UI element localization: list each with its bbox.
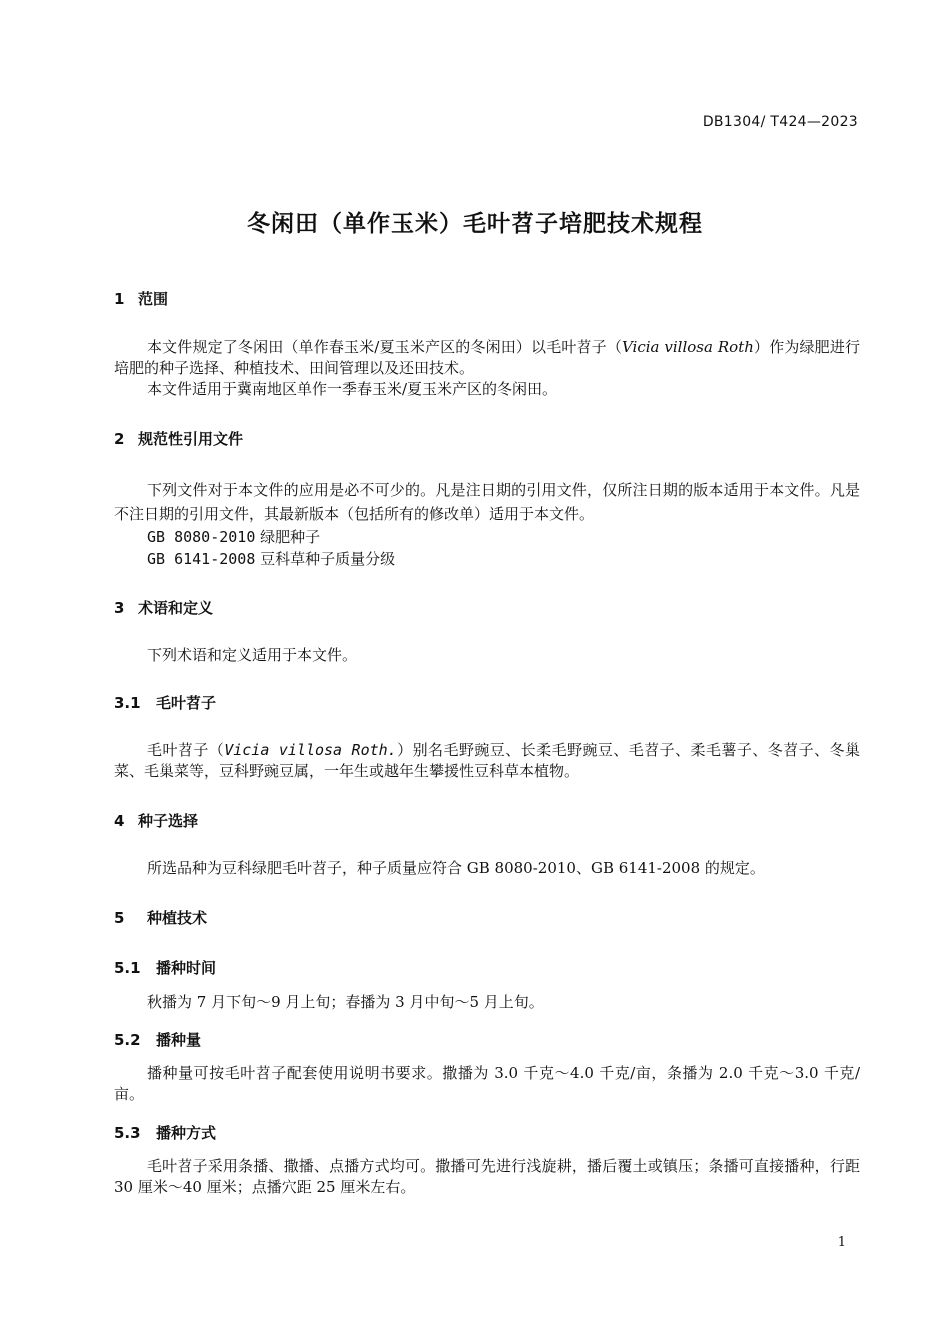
subsection-title: 播种方式 — [156, 1124, 217, 1142]
text-run: 本文件规定了冬闲田（单作春玉米/夏玉米产区的冬闲田）以毛叶苕子（ — [147, 338, 622, 356]
section-title: 种子选择 — [138, 812, 199, 830]
subsection-heading-5-3 — [114, 1122, 216, 1143]
page-title: 冬闲田（单作玉米）毛叶苕子培肥技术规程 — [247, 211, 703, 237]
subsection-title: 毛叶苕子 — [156, 694, 217, 712]
sowing-method-paragraph: 毛叶苕子采用条播、撒播、点播方式均可。撒播可先进行浅旋耕，播后覆土或镇压；条播可直接播种，行距 30 厘米～40 厘米；点播穴距 25 厘米左右。 — [114, 1157, 860, 1196]
reference-item — [147, 526, 320, 547]
subsection-number: 5.3 — [114, 1124, 141, 1142]
section-title: 规范性引用文件 — [138, 430, 244, 448]
section-number: 5 — [114, 909, 125, 927]
text-run: ）别名毛野豌豆、长柔毛野豌豆、毛苕子、柔毛薯子、冬苕子、冬巢菜、毛巢菜等，豆科野豌豆属，一年生或越年生攀援性豆科草本植物。 — [114, 741, 860, 780]
scope-paragraph-2: 本文件适用于冀南地区单作一季春玉米/夏玉米产区的冬闲田。 — [147, 380, 558, 398]
text-run: ）作为绿肥进行培肥的种子选择、种植技术、田间管理以及还田技术。 — [114, 338, 860, 377]
seed-selection-paragraph: 所选品种为豆科绿肥毛叶苕子，种子质量应符合 GB 8080-2010、GB 6141-2008 的规定。 — [147, 859, 765, 877]
section-title: 范围 — [138, 290, 169, 308]
latin-name: Vicia villosa Roth — [621, 338, 754, 356]
subsection-title: 播种时间 — [156, 959, 217, 977]
subsection-number: 5.1 — [114, 959, 141, 977]
section-title: 种植技术 — [147, 909, 208, 927]
latin-name: Vicia villosa Roth. — [224, 741, 397, 759]
text-run: 毛叶苕子（ — [147, 741, 225, 759]
section-heading-2 — [114, 428, 243, 449]
reference-code: GB 8080-2010 — [147, 528, 256, 546]
section-number: 3 — [114, 599, 125, 617]
page-number: 1 — [837, 1235, 846, 1250]
terms-paragraph: 下列术语和定义适用于本文件。 — [147, 646, 358, 664]
sowing-time-paragraph: 秋播为 7 月下旬～9 月上旬；春播为 3 月中旬～5 月上旬。 — [147, 993, 544, 1011]
section-heading-5 — [114, 907, 207, 928]
reference-code: GB 6141-2008 — [147, 550, 256, 568]
section-number: 1 — [114, 290, 125, 308]
reference-item — [147, 548, 395, 569]
section-title: 术语和定义 — [138, 599, 214, 617]
section-number: 2 — [114, 430, 125, 448]
section-heading-1 — [114, 288, 168, 309]
subsection-heading-5-2 — [114, 1029, 201, 1050]
references-paragraph: 下列文件对于本文件的应用是必不可少的。凡是注日期的引用文件，仅所注日期的版本适用于本文件。凡是不注日期的引用文件，其最新版本（包括所有的修改单）适用于本文件。 — [114, 481, 860, 523]
subsection-heading-5-1 — [114, 957, 216, 978]
section-heading-4 — [114, 810, 198, 831]
term-definition-paragraph — [114, 740, 860, 782]
subsection-heading-3-1 — [114, 692, 216, 713]
section-number: 4 — [114, 812, 125, 830]
section-heading-3 — [114, 597, 213, 618]
reference-name: 豆科草种子质量分级 — [255, 550, 396, 568]
sowing-rate-paragraph: 播种量可按毛叶苕子配套使用说明书要求。撒播为 3.0 千克～4.0 千克/亩，条播为 2.0 千克～3.0 千克/亩。 — [114, 1064, 860, 1103]
subsection-number: 5.2 — [114, 1031, 141, 1049]
scope-paragraph-1 — [114, 337, 860, 379]
subsection-number: 3.1 — [114, 694, 141, 712]
subsection-title: 播种量 — [156, 1031, 202, 1049]
reference-name: 绿肥种子 — [255, 528, 321, 546]
document-number: DB1304/ T424—2023 — [702, 114, 858, 130]
